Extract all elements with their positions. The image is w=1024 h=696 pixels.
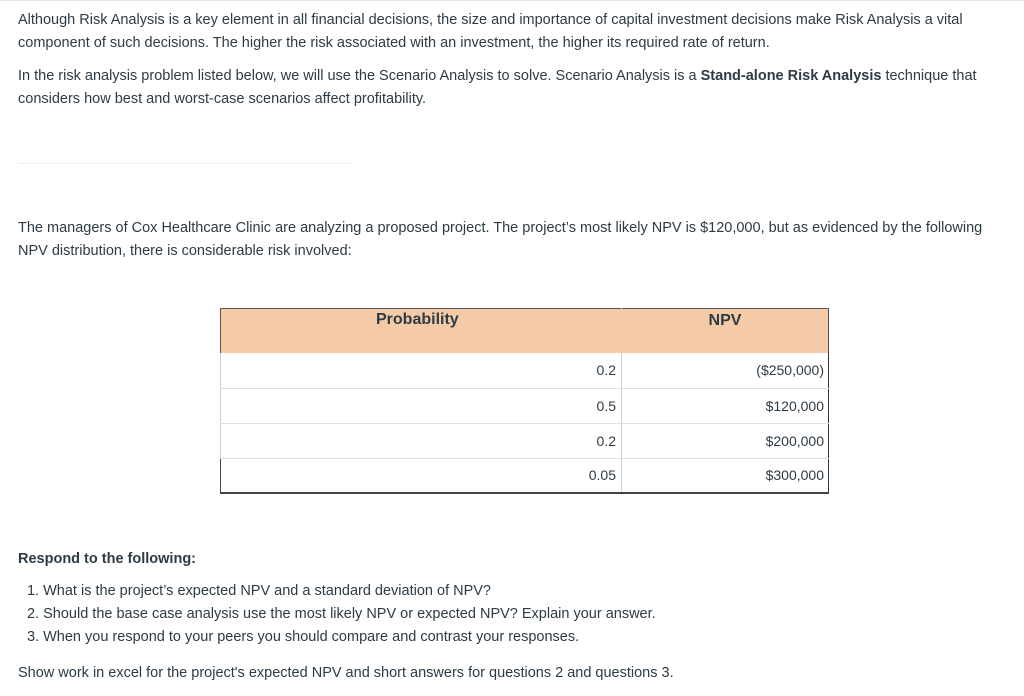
table-row	[221, 458, 829, 493]
intro-text-1-emphasis: The higher the risk associated with an investment, the higher its required rate of return.	[212, 35, 770, 51]
question-item: 3. When you respond to your peers you should compare and contrast your responses.	[27, 629, 580, 645]
question-list	[27, 580, 656, 649]
intro-paragraph-1	[18, 9, 1008, 55]
top-border	[0, 0, 1024, 1]
question-item: 2. Should the base case analysis use the most likely NPV or expected NPV? Explain your answer.	[27, 606, 656, 622]
npv-cell: $200,000	[622, 423, 829, 458]
probability-cell: 0.2	[221, 353, 622, 388]
intro-text-2a: In the risk analysis problem listed below, we will use the Scenario Analysis to solve. Scenario Analysis is a	[18, 68, 701, 84]
probability-header: Probability	[221, 309, 622, 354]
npv-header: NPV	[622, 309, 829, 354]
stand-alone-risk-term: Stand-alone Risk Analysis	[700, 68, 882, 84]
intro-paragraph-2	[18, 65, 1008, 111]
closing-instruction: Show work in excel for the project's expected NPV and short answers for questions 2 and questions 3.	[18, 665, 674, 681]
section-divider	[18, 163, 352, 164]
question-item: 1. What is the project’s expected NPV and a standard deviation of NPV?	[27, 583, 491, 599]
probability-cell: 0.05	[221, 458, 622, 493]
npv-cell: $120,000	[622, 388, 829, 423]
probability-cell: 0.5	[221, 388, 622, 423]
table-row	[221, 388, 829, 423]
probability-cell: 0.2	[221, 423, 622, 458]
npv-distribution-table	[220, 308, 829, 494]
respond-heading: Respond to the following:	[18, 551, 197, 567]
table-row	[221, 353, 829, 388]
npv-cell: ($250,000)	[622, 353, 829, 388]
table-row	[221, 423, 829, 458]
intro-text-2b: technique that considers how best and worst-case scenarios affect profitability.	[18, 68, 977, 107]
npv-cell: $300,000	[622, 458, 829, 493]
intro-text-1: Although Risk Analysis is a key element in all financial decisions, the size and importance of capital investment decisions make Risk Analysis a vital component of such decisions.	[18, 12, 963, 51]
problem-statement: The managers of Cox Healthcare Clinic are analyzing a proposed project. The project’s most likely NPV is $120,000, but as evidenced by the following NPV distribution, there is considerable risk involved:	[18, 220, 983, 259]
table-header-row	[221, 309, 829, 354]
